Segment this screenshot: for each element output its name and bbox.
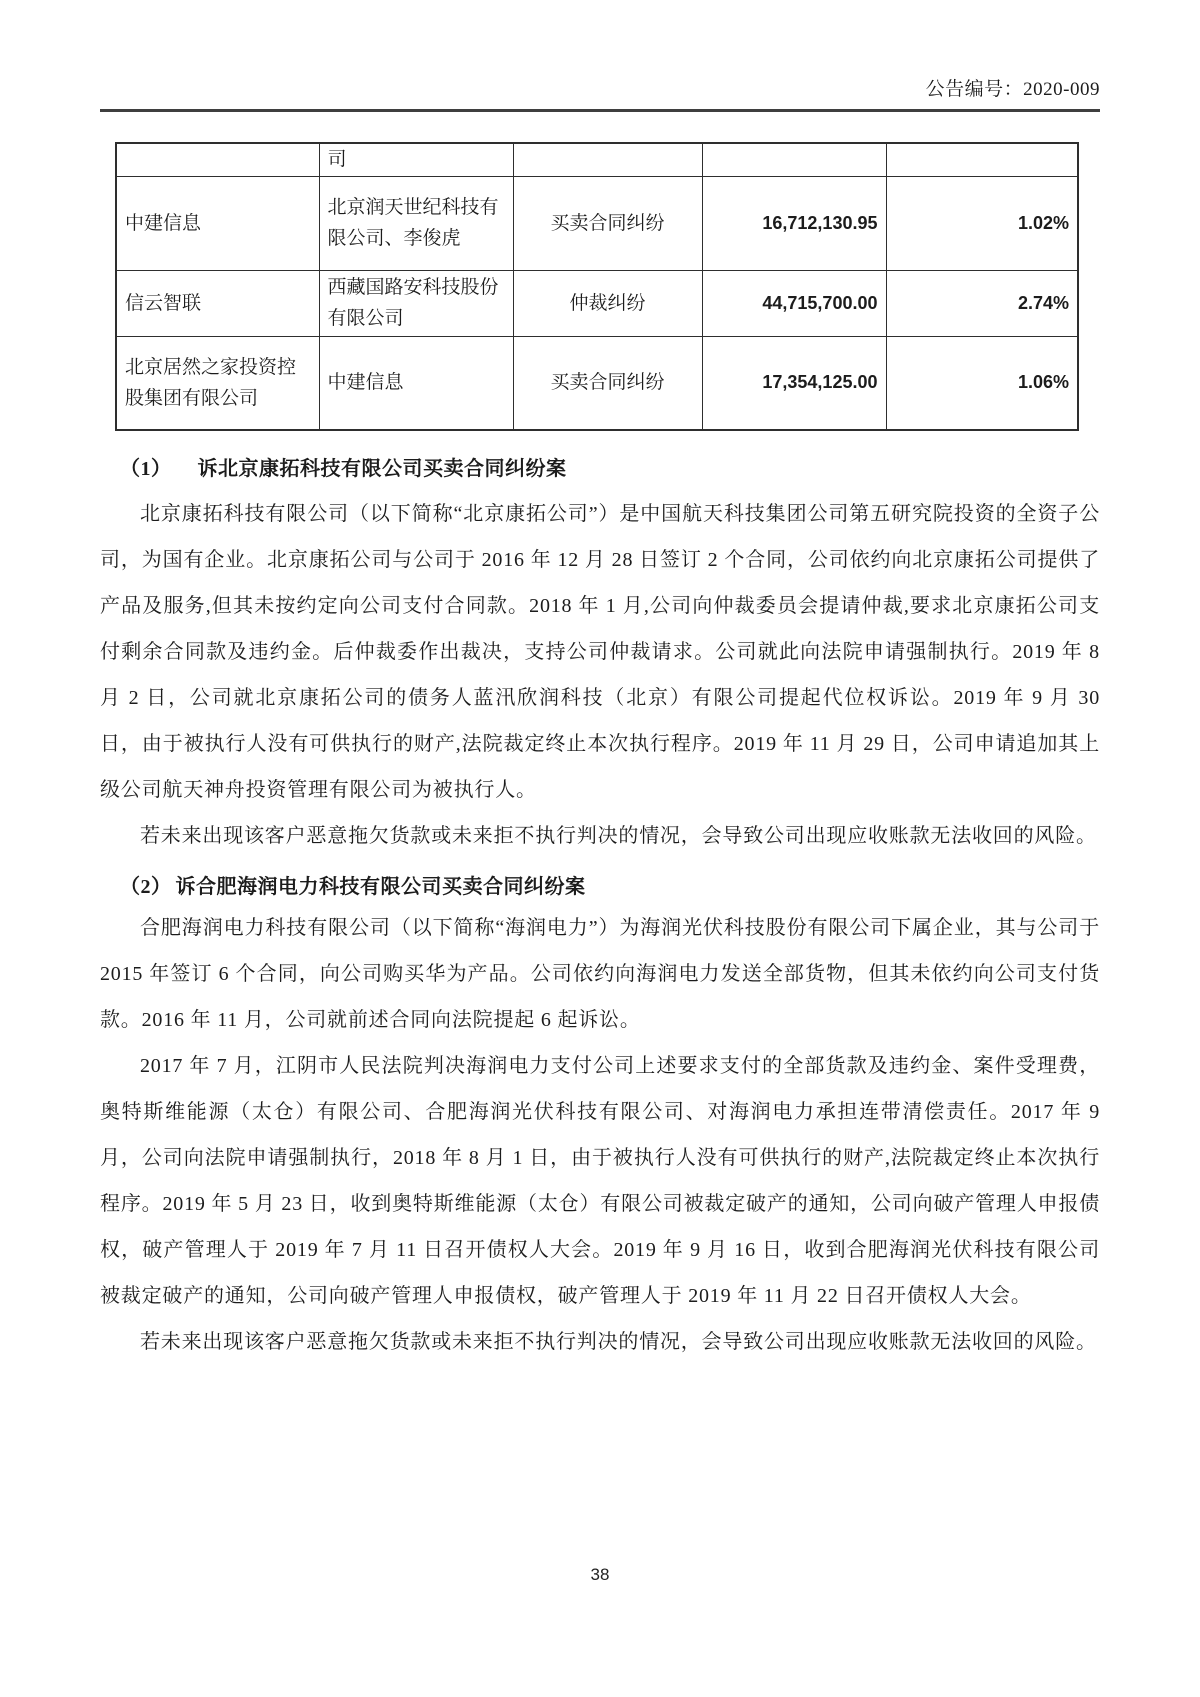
section-2-paragraph: 若未来出现该客户恶意拖欠货款或未来拒不执行判决的情况，会导致公司出现应收账款无法收回的风险。 bbox=[140, 1331, 1097, 1353]
header-divider bbox=[100, 109, 1100, 112]
cell-percentage: 1.02% bbox=[886, 176, 1078, 270]
cell-percentage: 2.74% bbox=[886, 270, 1078, 336]
cell-dispute-type: 买卖合同纠纷 bbox=[513, 336, 702, 430]
cell-percentage bbox=[886, 143, 1078, 176]
cell-amount: 44,715,700.00 bbox=[702, 270, 886, 336]
page-number: 38 bbox=[590, 1565, 610, 1584]
table-row bbox=[116, 336, 1078, 430]
cell-customer bbox=[116, 143, 319, 176]
section-2-paragraph: 合肥海润电力科技有限公司（以下简称“海润电力”）为海润光伏科技股份有限公司下属企业，其与公司于 2015 年签订 6 个合同，向公司购买华为产品。公司依约向海润电力发送全部货物，但其未依约向公司支付货款。2016 年 11 月，公司就前述合同向法院提起 6 起诉讼。 bbox=[100, 917, 1100, 1031]
cell-amount: 17,354,125.00 bbox=[702, 336, 886, 430]
section-1-title: 诉北京康拓科技有限公司买卖合同纠纷案 bbox=[197, 458, 567, 480]
cell-amount bbox=[702, 143, 886, 176]
cell-opposing-party: 中建信息 bbox=[319, 336, 513, 430]
table-row bbox=[116, 270, 1078, 336]
table-row bbox=[116, 176, 1078, 270]
cell-customer: 信云智联 bbox=[116, 270, 319, 336]
cell-dispute-type bbox=[513, 143, 702, 176]
cell-opposing-party: 北京润天世纪科技有限公司、李俊虎 bbox=[319, 176, 513, 270]
cell-customer: 中建信息 bbox=[116, 176, 319, 270]
section-2-paragraph: 2017 年 7 月，江阴市人民法院判决海润电力支付公司上述要求支付的全部货款及违约金、案件受理费，奥特斯维能源（太仓）有限公司、合肥海润光伏科技有限公司、对海润电力承担连带清偿责任。2017 年 9 月，公司向法院申请强制执行，2018 年 8 月 1 日，由于被执行人没有可供执行的财产,法院裁定终止本次执行程序。2019 年 5 月 23 日，收到奥特斯维能源（太仓）有限公司被裁定破产的通知，公司向破产管理人申报债权，破产管理人于 2019 年 7 月 11 日召开债权人大会。2019 年 9 月 16 日，收到合肥海润光伏科技有限公司被裁定破产的通知，公司向破产管理人申报债权，破产管理人于 2019 年 11 月 22 日召开债权人大会。 bbox=[100, 1055, 1100, 1307]
section-1-paragraph: 北京康拓科技有限公司（以下简称“北京康拓公司”）是中国航天科技集团公司第五研究院投资的全资子公司，为国有企业。北京康拓公司与公司于 2016 年 12 月 28 日签订 2 个合同，公司依约向北京康拓公司提供了产品及服务,但其未按约定向公司支付合同款。2018 年 1 月,公司向仲裁委员会提请仲裁,要求北京康拓公司支付剩余合同款及违约金。后仲裁委作出裁决，支持公司仲裁请求。公司就此向法院申请强制执行。2019 年 8 月 2 日，公司就北京康拓公司的债务人蓝汛欣润科技（北京）有限公司提起代位权诉讼。2019 年 9 月 30 日，由于被执行人没有可供执行的财产,法院裁定终止本次执行程序。2019 年 11 月 29 日，公司申请追加其上级公司航天神舟投资管理有限公司为被执行人。 bbox=[100, 503, 1100, 801]
doc-number: 公告编号：2020-009 bbox=[925, 79, 1100, 100]
cell-customer: 北京居然之家投资控股集团有限公司 bbox=[116, 336, 319, 430]
litigation-table bbox=[115, 142, 1079, 431]
section-2-title: 诉合肥海润电力科技有限公司买卖合同纠纷案 bbox=[175, 876, 586, 898]
section-1-paragraph: 若未来出现该客户恶意拖欠货款或未来拒不执行判决的情况，会导致公司出现应收账款无法收回的风险。 bbox=[140, 825, 1097, 847]
cell-amount: 16,712,130.95 bbox=[702, 176, 886, 270]
cell-opposing-party: 司 bbox=[319, 143, 513, 176]
page-content bbox=[100, 74, 1100, 1365]
section-2-number: （2） bbox=[120, 876, 172, 898]
section-1-number: （1） bbox=[120, 458, 172, 480]
cell-opposing-party: 西藏国路安科技股份有限公司 bbox=[319, 270, 513, 336]
cell-dispute-type: 仲裁纠纷 bbox=[513, 270, 702, 336]
cell-dispute-type: 买卖合同纠纷 bbox=[513, 176, 702, 270]
section-1-heading bbox=[100, 455, 1100, 483]
cell-percentage: 1.06% bbox=[886, 336, 1078, 430]
table-row bbox=[116, 143, 1078, 176]
section-2-heading bbox=[100, 873, 1100, 901]
